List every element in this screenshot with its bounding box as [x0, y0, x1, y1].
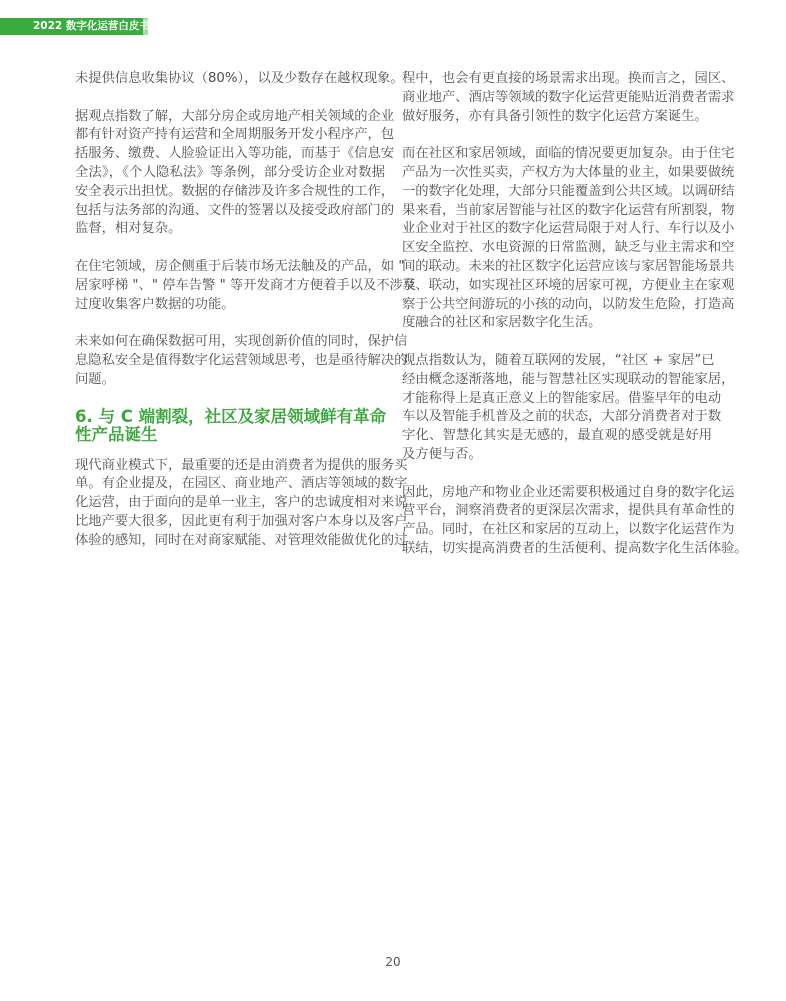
left-paragraphs-before: [75, 70, 417, 390]
text-line: 车以及智能手机普及之前的状态，大部分消费者对于数: [402, 409, 722, 425]
text-line: 商业地产、酒店等领域的数字化运营更能贴近消费者需求: [402, 89, 735, 105]
text-line: 都有针对资产持有运营和全周期服务开发小程序产，包: [75, 127, 395, 143]
text-line: 单。有企业提及，在园区、商业地产、酒店等领域的数字: [75, 476, 408, 492]
text-line: 现代商业模式下，最重要的还是由消费者为提供的服务买: [75, 457, 408, 473]
text-line: 营平台，洞察消费者的更深层次需求，提供具有革命性的: [402, 503, 735, 519]
text-line: 察于公共空间游玩的小孩的动向，以防发生危险，打造高: [402, 296, 735, 312]
paragraph: [75, 108, 395, 240]
text-line: 经由概念逐渐落地，能与智慧社区实现联动的智能家居，: [402, 371, 735, 387]
paragraph: [75, 70, 404, 89]
text-line: 因此，房地产和物业企业还需要积极通过自身的数字化运: [402, 484, 735, 500]
text-line: 度融合的社区和家居数字化生活。: [402, 315, 602, 331]
paragraph: [402, 70, 735, 126]
paragraph: [75, 333, 408, 389]
text-line: 才能称得上是真正意义上的智能家居。借鉴早年的电动: [402, 390, 722, 406]
text-line: 在住宅领域，房企侧重于后装市场无法触及的产品，如 ": [75, 258, 405, 274]
text-line: 监督，相对复杂。: [75, 221, 182, 237]
text-line: 产品。同时，在社区和家居的互动上，以数字化运营作为: [402, 522, 735, 538]
paragraph: [75, 258, 417, 314]
text-line: 未来如何在确保数据可用，实现创新价值的同时，保护信: [75, 334, 408, 350]
text-line: 息隐私安全是值得数字化运营领域思考，也是亟待解决的: [75, 352, 408, 368]
paragraph: [402, 352, 735, 465]
text-line: 区安全监控、水电资源的日常监测，缺乏与业主需求和空: [402, 240, 735, 256]
paragraph: [75, 457, 408, 551]
text-line: 享、联动，如实现社区环境的居家可视，方便业主在家观: [402, 277, 735, 293]
text-line: 业企业对于社区的数字化运营局限于对人行、车行以及小: [402, 221, 735, 237]
text-line: 未提供信息收集协议（80%），以及少数存在越权现象。: [75, 71, 404, 86]
heading-line: 性产品诞生: [75, 424, 158, 444]
text-line: 据观点指数了解，大部分房企或房地产相关领域的企业: [75, 108, 395, 124]
section-heading: [75, 408, 385, 444]
text-line: 做好服务，亦有具备引领性的数字化运营方案诞生。: [402, 108, 708, 124]
left-paragraphs-after: [75, 457, 408, 551]
text-line: 而在社区和家居领域，面临的情况要更加复杂。由于住宅: [402, 146, 735, 162]
text-line: 观点指数认为，随着互联网的发展，“社区 + 家居”已: [402, 352, 715, 368]
text-line: 联结，切实提高消费者的生活便利、提高数字化生活体验。: [402, 540, 748, 556]
text-line: 产品为一次性买卖，产权方为大体量的业主，如果要做统: [402, 164, 735, 180]
paragraph: [402, 145, 735, 333]
text-line: 安全表示出担忧。数据的存储涉及许多合规性的工作，: [75, 183, 395, 199]
text-line: 果来看，当前家居智能与社区的数字化运营有所割裂，物: [402, 202, 735, 218]
text-line: 一的数字化处理，大部分只能覆盖到公共区域。以调研结: [402, 183, 735, 199]
text-line: 全法》，《个人隐私法》等条例，部分受访企业对数据: [75, 164, 385, 180]
text-line: 括服务、缴费、人脸验证出入等功能，而基于《信息安: [75, 146, 395, 162]
text-line: 问题。: [75, 371, 115, 387]
right-column: [402, 70, 748, 578]
left-column: [75, 70, 417, 569]
page-number: 20: [385, 955, 401, 969]
paragraph: [402, 484, 748, 559]
document-title: 2022 数字化运营白皮书: [33, 20, 150, 32]
heading-line: 6. 与 C 端割裂，社区及家居领域鲜有革命: [75, 406, 387, 426]
text-line: 比地产要大很多，因此更有利于加强对客户本身以及客户: [75, 513, 408, 529]
text-line: 体验的感知，同时在对商家赋能、对管理效能做优化的过: [75, 532, 408, 548]
text-line: 程中，也会有更直接的场景需求出现。换而言之，园区、: [402, 71, 735, 86]
text-line: 包括与法务部的沟通、文件的签署以及接受政府部门的: [75, 202, 395, 218]
text-line: 字化、智慧化其实是无感的，最直观的感受就是好用: [402, 428, 712, 444]
right-paragraphs: [402, 70, 748, 559]
text-line: 及方便与否。: [402, 446, 482, 462]
text-line: 化运营，由于面向的是单一业主，客户的忠诚度相对来说: [75, 495, 408, 511]
text-line: 居家呼梯 "、" 停车告警 " 等开发商才方便着手以及不涉及: [75, 277, 417, 293]
text-line: 间的联动。未来的社区数字化运营应该与家居智能场景共: [402, 258, 735, 274]
text-line: 过度收集客户数据的功能。: [75, 296, 235, 312]
